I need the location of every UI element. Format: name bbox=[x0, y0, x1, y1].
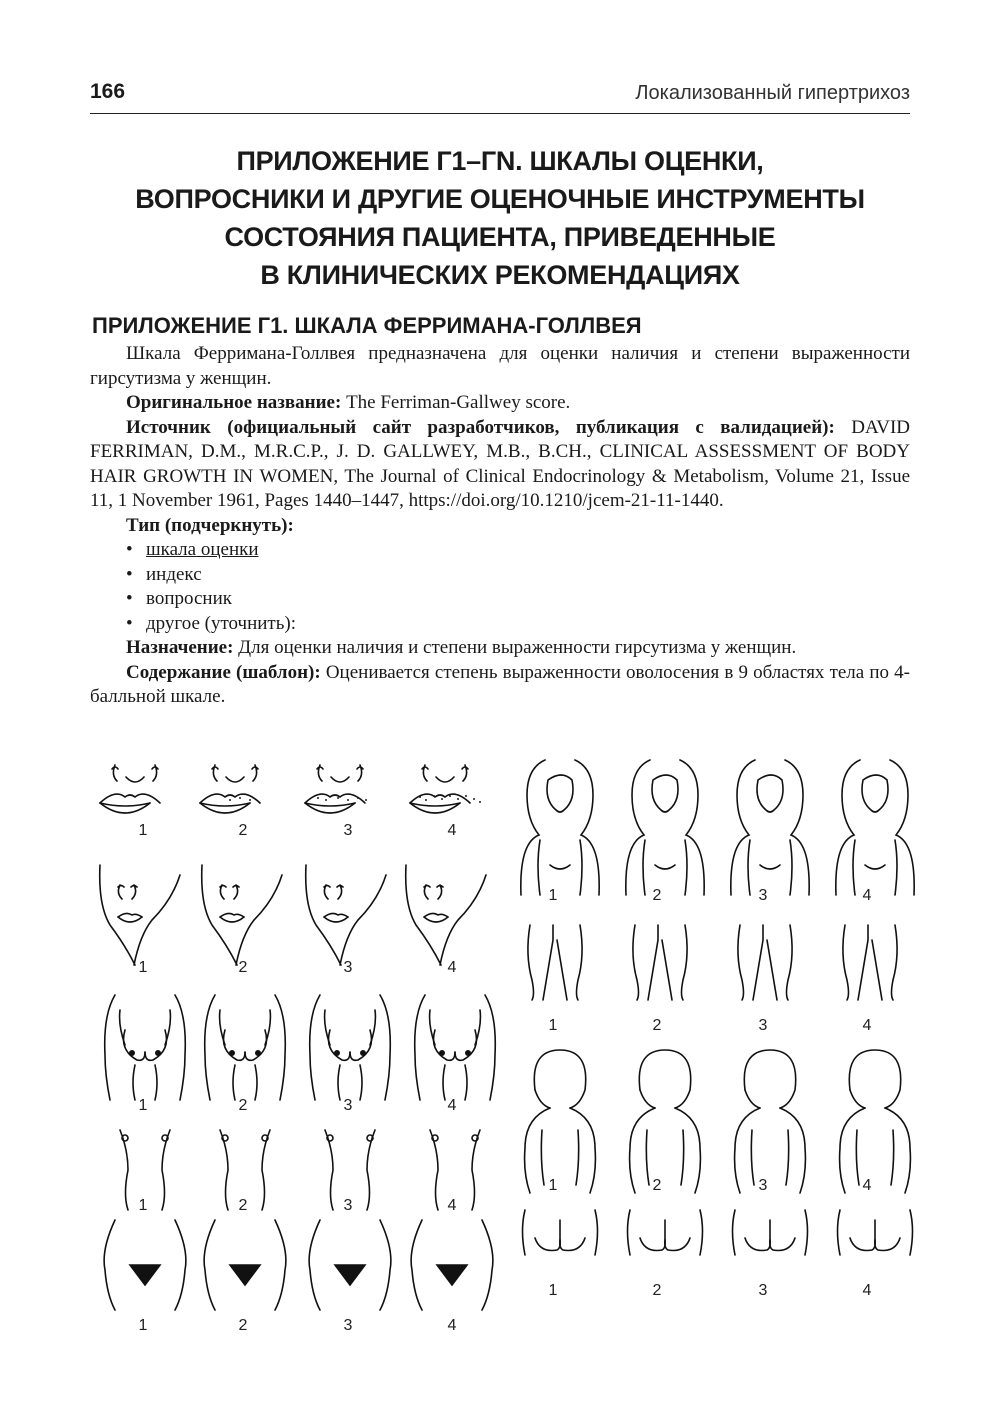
score-label: 3 bbox=[343, 1097, 353, 1114]
type-options-list bbox=[90, 538, 910, 636]
score-label: 2 bbox=[652, 1017, 662, 1034]
ferriman-gallwey-figure-left bbox=[90, 740, 510, 1340]
score-label: 3 bbox=[343, 822, 353, 839]
score-label: 1 bbox=[138, 1197, 148, 1214]
score-label: 1 bbox=[548, 1282, 558, 1299]
score-label: 1 bbox=[548, 887, 558, 904]
score-label: 1 bbox=[548, 1177, 558, 1194]
chest-score-1 bbox=[105, 995, 186, 1100]
type-option-scale: шкала оценки bbox=[146, 539, 259, 560]
main-title bbox=[90, 142, 910, 294]
chin-score-3 bbox=[306, 865, 386, 965]
purpose-value: Для оценки наличия и степени выраженности гирсутизма у женщин. bbox=[238, 637, 797, 658]
lower-back-score-4 bbox=[838, 1210, 913, 1255]
intro-paragraph: Шкала Ферримана-Голлвея предназначена для оценки наличия и степени выраженности гирсутизма у женщин. bbox=[90, 343, 910, 389]
list-item bbox=[90, 587, 910, 612]
score-label: 1 bbox=[138, 822, 148, 839]
section-title: ПРИЛОЖЕНИЕ Г1. ШКАЛА ФЕРРИМАНА-ГОЛЛВЕЯ bbox=[92, 313, 642, 338]
lower-back-score-3 bbox=[733, 1210, 808, 1255]
upper-back-score-1 bbox=[525, 1050, 596, 1193]
upper-arm-score-1 bbox=[521, 760, 599, 895]
upper-arm-score-3 bbox=[731, 760, 809, 895]
score-label: 3 bbox=[343, 1317, 353, 1334]
upper-arm-score-4 bbox=[836, 760, 914, 895]
chin-score-1 bbox=[100, 865, 180, 965]
lower-abdomen-score-4 bbox=[411, 1220, 493, 1310]
type-option-questionnaire: вопросник bbox=[146, 588, 232, 609]
score-label: 2 bbox=[238, 959, 248, 976]
main-title-line: ВОПРОСНИКИ И ДРУГИЕ ОЦЕНОЧНЫЕ ИНСТРУМЕНТЫ bbox=[135, 184, 865, 214]
ferriman-gallwey-figure-right bbox=[505, 755, 915, 1315]
score-label: 4 bbox=[447, 959, 457, 976]
lower-back-score-2 bbox=[628, 1210, 703, 1255]
score-label: 3 bbox=[758, 1177, 768, 1194]
upper-arm-score-2 bbox=[626, 760, 704, 895]
lower-abdomen-score-3 bbox=[309, 1220, 391, 1310]
score-label: 2 bbox=[238, 1197, 248, 1214]
score-label: 1 bbox=[138, 1097, 148, 1114]
score-label: 2 bbox=[238, 1317, 248, 1334]
score-label: 3 bbox=[343, 1197, 353, 1214]
original-name-label: Оригинальное название: bbox=[126, 392, 342, 413]
list-item bbox=[90, 612, 910, 637]
type-label: Тип (подчеркнуть): bbox=[126, 514, 294, 536]
source-value: DAVID FERRIMAN, D.M., M.R.C.P., J. D. GALLWEY, M.B., B.CH., CLINICAL ASSESSMENT OF BODY HAIR GROWTH IN WOMEN, The Journal of Clinical Endocrinology & Metabolism, Volume 21, Issue 11, 1 November 1961, Pages 1440–1447, https://doi.org/10.1210/jcem-21-11-1440. bbox=[90, 416, 910, 511]
bullet: • bbox=[126, 563, 133, 585]
bullet: • bbox=[126, 539, 133, 560]
body-text bbox=[90, 342, 910, 710]
score-label: 3 bbox=[758, 1017, 768, 1034]
score-label: 2 bbox=[238, 1097, 248, 1114]
score-label: 2 bbox=[652, 887, 662, 904]
type-option-other: другое (уточнить): bbox=[146, 612, 297, 634]
upper-back-score-4 bbox=[840, 1050, 911, 1193]
score-label: 4 bbox=[862, 1017, 872, 1034]
content-value: Оценивается степень выраженности оволосения в 9 областях тела по 4-балльной шкале. bbox=[90, 661, 910, 707]
list-item bbox=[90, 563, 910, 588]
purpose-label: Назначение: bbox=[126, 637, 234, 658]
score-label: 1 bbox=[138, 959, 148, 976]
score-label: 3 bbox=[758, 887, 768, 904]
chin-score-2 bbox=[202, 865, 282, 965]
bullet: • bbox=[126, 612, 133, 634]
upper-back-score-3 bbox=[735, 1050, 806, 1193]
header-rule bbox=[90, 113, 910, 114]
score-label: 2 bbox=[652, 1282, 662, 1299]
upper-lip-score-1 bbox=[100, 765, 160, 813]
content-paragraph bbox=[90, 661, 910, 710]
score-label: 3 bbox=[758, 1282, 768, 1299]
chest-score-3 bbox=[310, 995, 391, 1100]
chin-score-4 bbox=[406, 865, 486, 965]
upper-lip-score-4 bbox=[410, 765, 470, 813]
source-label: Источник (официальный сайт разработчиков, публикация с валидацией): bbox=[126, 416, 835, 438]
upper-lip-score-3 bbox=[305, 765, 365, 813]
score-label: 4 bbox=[862, 887, 872, 904]
lower-abdomen-score-2 bbox=[204, 1220, 286, 1310]
list-item bbox=[90, 538, 910, 563]
score-label: 1 bbox=[548, 1017, 558, 1034]
running-title: Локализованный гипертрихоз bbox=[635, 82, 910, 104]
score-label: 4 bbox=[447, 822, 457, 839]
purpose-paragraph bbox=[90, 636, 910, 661]
page-number: 166 bbox=[90, 80, 126, 103]
bullet: • bbox=[126, 588, 133, 609]
score-label: 4 bbox=[447, 1197, 457, 1214]
thigh-score-3 bbox=[738, 925, 792, 1000]
thigh-score-1 bbox=[528, 925, 582, 1000]
score-label: 4 bbox=[447, 1317, 457, 1334]
content-label: Содержание (шаблон): bbox=[126, 661, 321, 683]
main-title-line: ПРИЛОЖЕНИЕ Г1–ГN. ШКАЛЫ ОЦЕНКИ, bbox=[236, 146, 764, 176]
thigh-score-4 bbox=[843, 925, 897, 1000]
original-name-value: The Ferriman-Gallwey score. bbox=[346, 392, 571, 413]
score-label: 2 bbox=[238, 822, 248, 839]
score-label: 4 bbox=[862, 1282, 872, 1299]
type-option-index: индекс bbox=[146, 563, 202, 585]
original-name-paragraph bbox=[90, 391, 910, 416]
chest-score-2 bbox=[205, 995, 286, 1100]
lower-abdomen-score-1 bbox=[104, 1220, 186, 1310]
upper-back-score-2 bbox=[630, 1050, 701, 1193]
main-title-line: СОСТОЯНИЯ ПАЦИЕНТА, ПРИВЕДЕННЫЕ bbox=[224, 222, 776, 252]
score-label: 1 bbox=[138, 1317, 148, 1334]
upper-lip-score-2 bbox=[200, 765, 260, 813]
score-label: 3 bbox=[343, 959, 353, 976]
main-title-line: В КЛИНИЧЕСКИХ РЕКОМЕНДАЦИЯХ bbox=[260, 260, 740, 290]
lower-back-score-1 bbox=[523, 1210, 598, 1255]
source-paragraph bbox=[90, 416, 910, 514]
score-label: 4 bbox=[862, 1177, 872, 1194]
thigh-score-2 bbox=[633, 925, 687, 1000]
score-label: 4 bbox=[447, 1097, 457, 1114]
score-label: 2 bbox=[652, 1177, 662, 1194]
chest-score-4 bbox=[415, 995, 496, 1100]
